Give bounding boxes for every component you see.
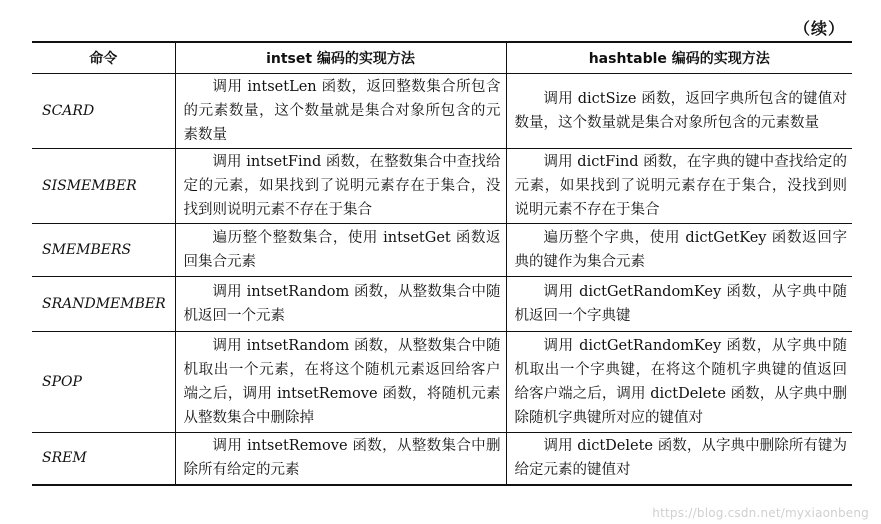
hashtable-impl-cell: 调用 dictDelete 函数，从字典中删除所有键为给定元素的键值对 — [506, 433, 852, 485]
hashtable-impl-cell: 调用 dictFind 函数，在字典的键中查找给定的元素，如果找到了说明元素存在于集合，没找到则说明元素不存在于集合 — [506, 149, 852, 224]
hashtable-impl-cell: 调用 dictGetRandomKey 函数，从字典中随机取出一个字典键，在将这个随机字典键的值返回给客户端之后，调用 dictDelete 函数，从字典中删除随机字典键所对应的键值对 — [506, 332, 852, 433]
header-hashtable-impl: hashtable 编码的实现方法 — [506, 42, 852, 74]
continued-label: （续） — [793, 19, 845, 38]
table-row — [32, 149, 852, 224]
command-name-sismember: SISMEMBER — [32, 149, 175, 224]
command-name-spop: SPOP — [32, 332, 175, 433]
hashtable-impl-cell: 调用 dictSize 函数，返回字典所包含的键值对数量，这个数量就是集合对象所包含的元素数量 — [506, 74, 852, 149]
intset-impl-cell: 调用 intsetRemove 函数，从整数集合中删除所有给定的元素 — [175, 433, 506, 485]
intset-impl-cell: 调用 intsetRandom 函数，从整数集合中随机取出一个元素，在将这个随机元素返回给客户端之后，调用 intsetRemove 函数，将随机元素从整数集合中删除掉 — [175, 332, 506, 433]
intset-impl-cell: 遍历整个整数集合，使用 intsetGet 函数返回集合元素 — [175, 224, 506, 277]
intset-impl-cell: 调用 intsetLen 函数，返回整数集合所包含的元素数量，这个数量就是集合对象所包含的元素数量 — [175, 74, 506, 149]
command-name-srandmember: SRANDMEMBER — [32, 277, 175, 332]
table-row — [32, 277, 852, 332]
table-row — [32, 433, 852, 485]
intset-impl-cell: 调用 intsetRandom 函数，从整数集合中随机返回一个元素 — [175, 277, 506, 332]
header-command: 命令 — [32, 42, 175, 74]
command-name-srem: SREM — [32, 433, 175, 485]
table-row — [32, 74, 852, 149]
set-command-implementation-table — [32, 41, 852, 486]
hashtable-impl-cell: 遍历整个字典，使用 dictGetKey 函数返回字典的键作为集合元素 — [506, 224, 852, 277]
intset-impl-cell: 调用 intsetFind 函数，在整数集合中查找给定的元素，如果找到了说明元素存在于集合，没找到则说明元素不存在于集合 — [175, 149, 506, 224]
table-header-row — [32, 42, 852, 74]
watermark: https://blog.csdn.net/myxiaonbeng — [652, 506, 869, 520]
header-intset-impl: intset 编码的实现方法 — [175, 42, 506, 74]
command-name-scard: SCARD — [32, 74, 175, 149]
table-row — [32, 224, 852, 277]
hashtable-impl-cell: 调用 dictGetRandomKey 函数，从字典中随机返回一个字典键 — [506, 277, 852, 332]
table-row — [32, 332, 852, 433]
command-name-smembers: SMEMBERS — [32, 224, 175, 277]
